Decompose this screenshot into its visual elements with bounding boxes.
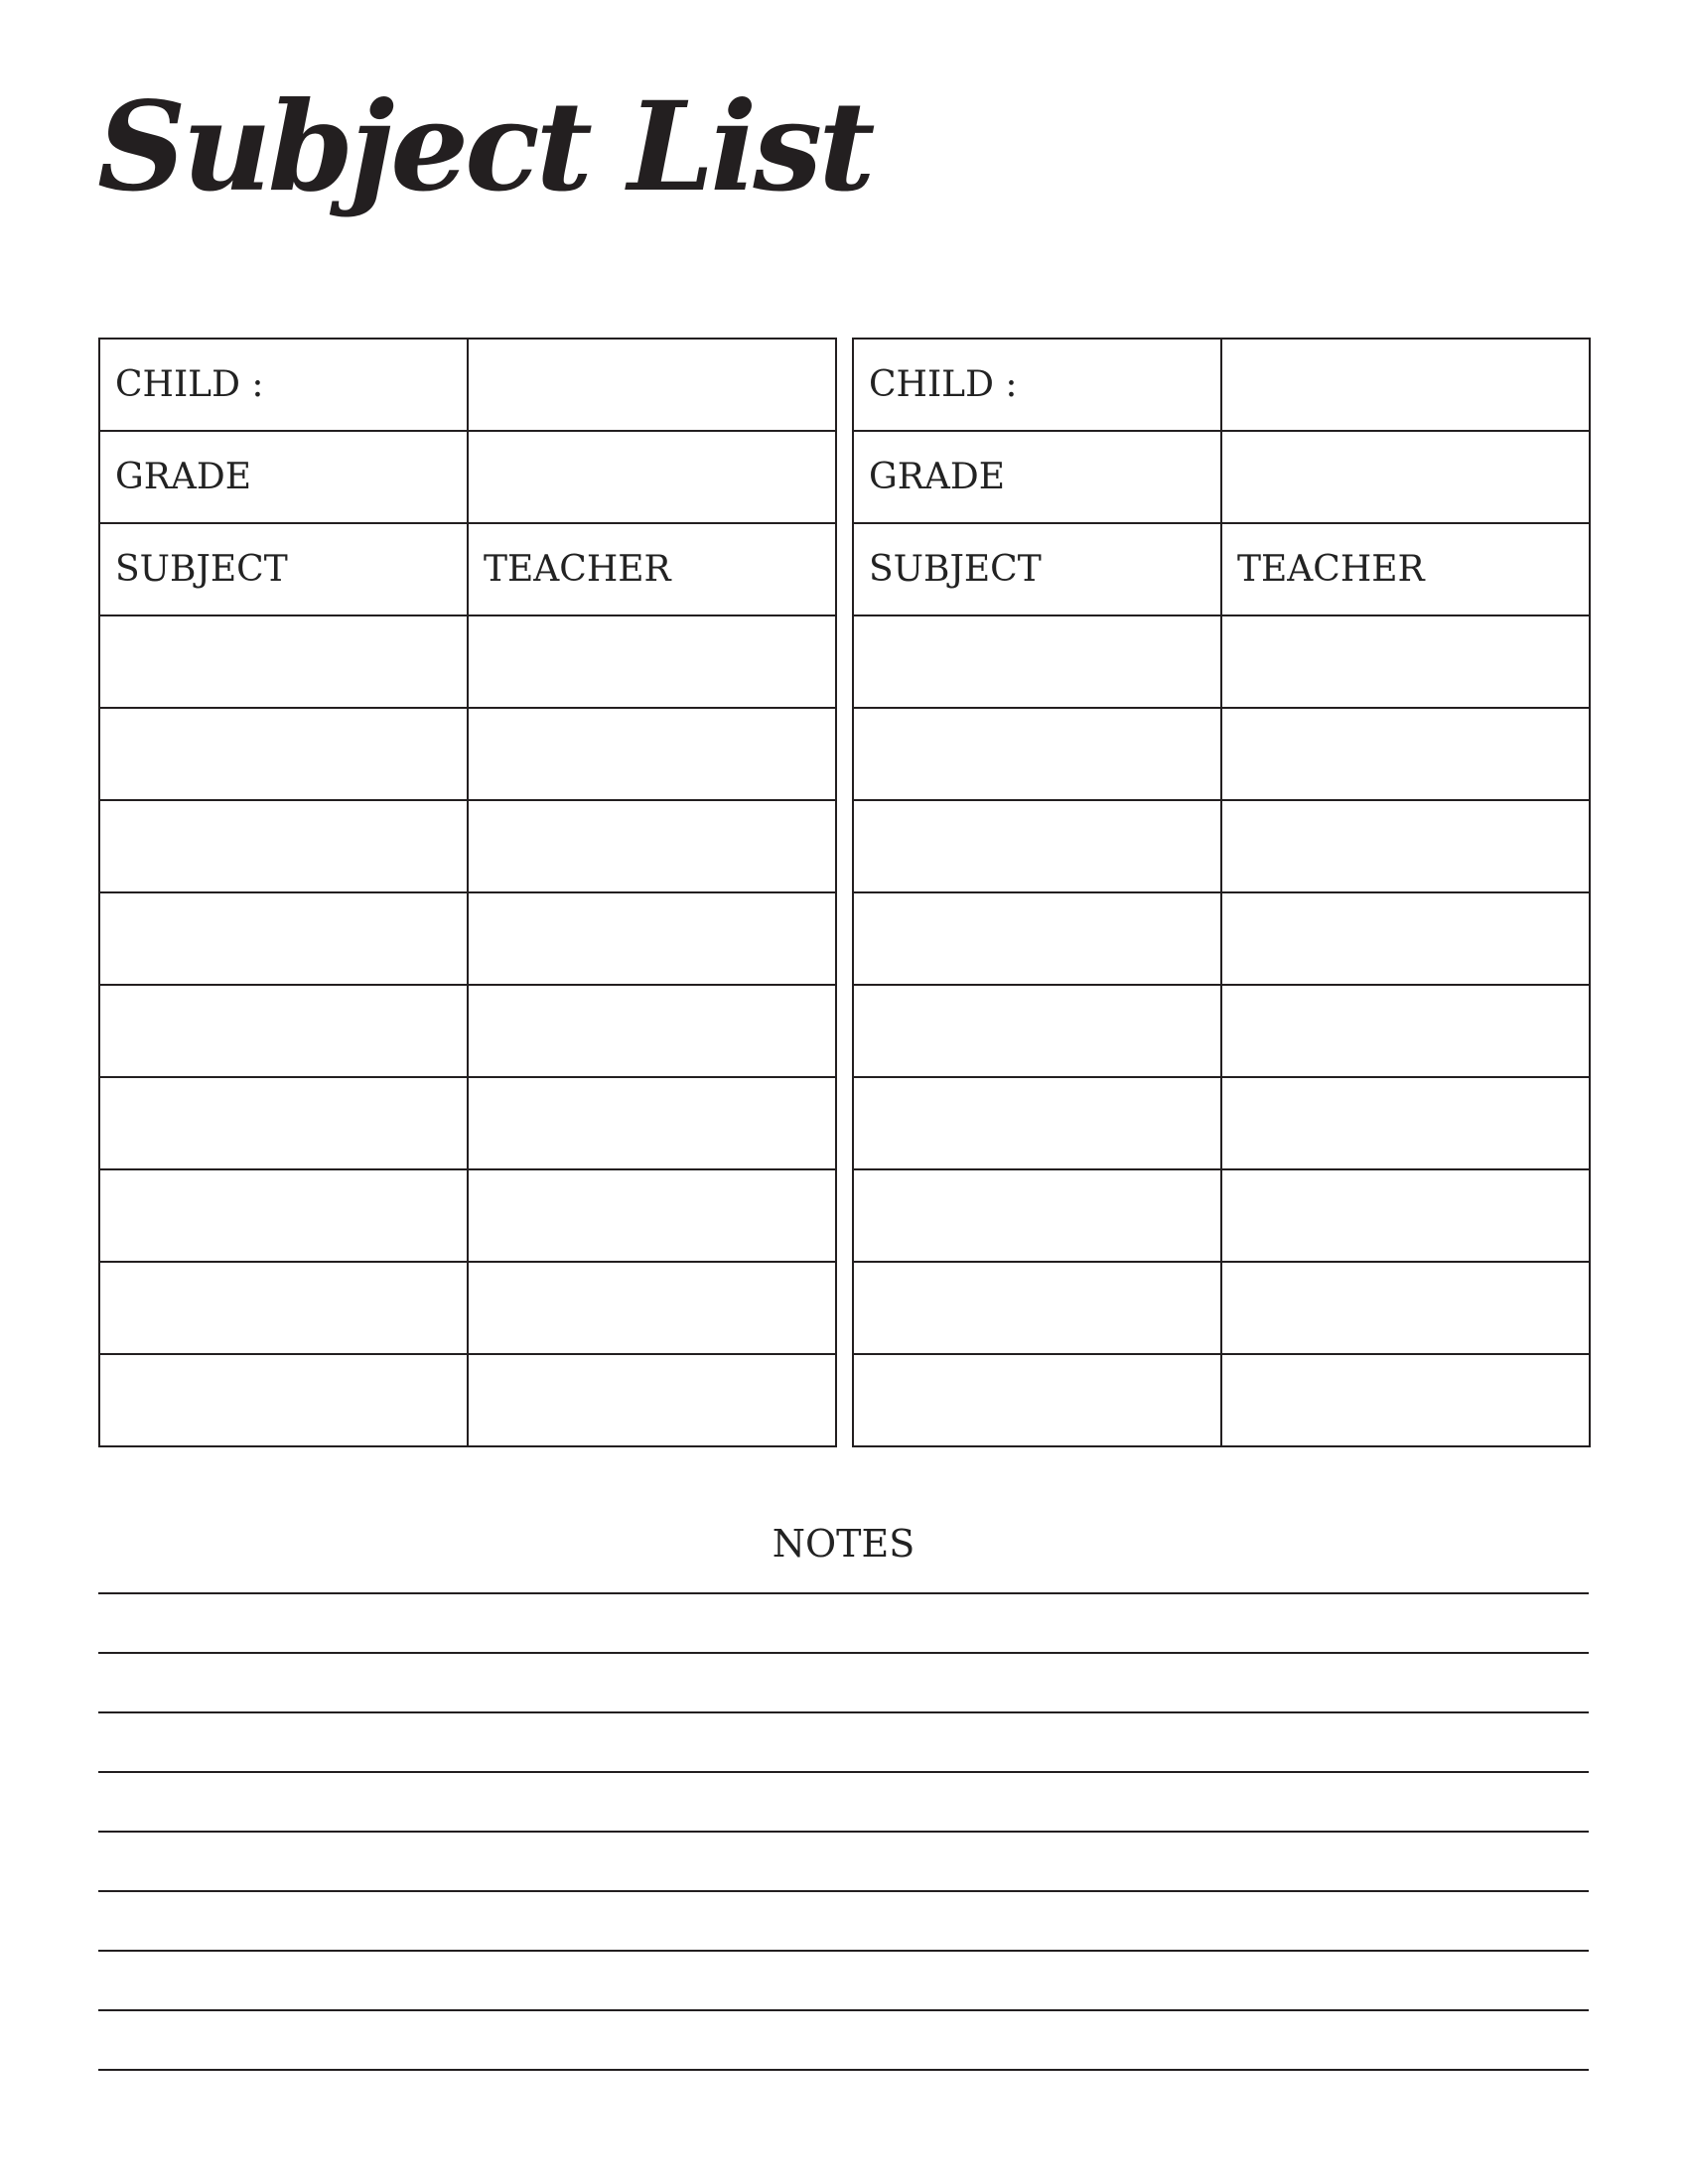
subject-header: SUBJECT [853, 523, 1221, 615]
table-row [99, 892, 836, 985]
teacher-cell[interactable] [468, 708, 836, 800]
subject-cell[interactable] [99, 1169, 468, 1262]
notes-title: NOTES [772, 1522, 915, 1566]
note-line[interactable] [98, 1592, 1589, 1594]
subject-cell[interactable] [99, 708, 468, 800]
note-line[interactable] [98, 1831, 1589, 1833]
table-row [99, 1077, 836, 1169]
subject-table-right [852, 338, 1591, 1447]
table-body [853, 339, 1590, 1446]
table-body [99, 339, 836, 1446]
teacher-cell[interactable] [1221, 1262, 1590, 1354]
grade-field[interactable] [468, 431, 836, 523]
child-name-field[interactable] [468, 339, 836, 431]
teacher-cell[interactable] [1221, 1077, 1590, 1169]
subject-cell[interactable] [99, 800, 468, 892]
table-row [853, 892, 1590, 985]
table-row [99, 1169, 836, 1262]
note-line[interactable] [98, 2069, 1589, 2071]
table-row [853, 1077, 1590, 1169]
subject-header: SUBJECT [99, 523, 468, 615]
header-row [853, 523, 1590, 615]
subject-cell[interactable] [853, 615, 1221, 708]
subject-cell[interactable] [99, 985, 468, 1077]
subject-cell[interactable] [853, 985, 1221, 1077]
subject-table-left [98, 338, 837, 1447]
table-row [99, 708, 836, 800]
note-line[interactable] [98, 1652, 1589, 1654]
subject-cell[interactable] [99, 1262, 468, 1354]
teacher-cell[interactable] [1221, 985, 1590, 1077]
note-line[interactable] [98, 1950, 1589, 1952]
subject-cell[interactable] [99, 1077, 468, 1169]
subject-cell[interactable] [853, 1077, 1221, 1169]
teacher-cell[interactable] [468, 615, 836, 708]
subject-cell[interactable] [853, 1354, 1221, 1446]
table-row [853, 708, 1590, 800]
child-row [99, 339, 836, 431]
table-row [99, 615, 836, 708]
table-row [853, 1169, 1590, 1262]
child-label: CHILD : [99, 339, 468, 431]
subject-cell[interactable] [853, 1169, 1221, 1262]
teacher-cell[interactable] [468, 1262, 836, 1354]
header-row [99, 523, 836, 615]
teacher-cell[interactable] [468, 1077, 836, 1169]
table-row [99, 1354, 836, 1446]
subject-cell[interactable] [853, 892, 1221, 985]
grade-row [853, 431, 1590, 523]
teacher-header: TEACHER [468, 523, 836, 615]
note-line[interactable] [98, 2009, 1589, 2011]
note-line[interactable] [98, 1890, 1589, 1892]
teacher-cell[interactable] [468, 892, 836, 985]
table-row [99, 985, 836, 1077]
subject-cell[interactable] [99, 892, 468, 985]
teacher-cell[interactable] [468, 985, 836, 1077]
teacher-cell[interactable] [1221, 1169, 1590, 1262]
teacher-cell[interactable] [468, 800, 836, 892]
note-line[interactable] [98, 1771, 1589, 1773]
teacher-header: TEACHER [1221, 523, 1590, 615]
subject-cell[interactable] [99, 615, 468, 708]
child-name-field[interactable] [1221, 339, 1590, 431]
table-row [853, 1354, 1590, 1446]
table-row [853, 615, 1590, 708]
grade-field[interactable] [1221, 431, 1590, 523]
subject-cell[interactable] [853, 1262, 1221, 1354]
grade-label: GRADE [99, 431, 468, 523]
subject-cell[interactable] [853, 708, 1221, 800]
child-row [853, 339, 1590, 431]
table-row [853, 985, 1590, 1077]
page-title: Subject List [97, 75, 872, 219]
table-row [99, 1262, 836, 1354]
teacher-cell[interactable] [1221, 615, 1590, 708]
note-line[interactable] [98, 1711, 1589, 1713]
teacher-cell[interactable] [1221, 892, 1590, 985]
table-row [853, 800, 1590, 892]
teacher-cell[interactable] [1221, 1354, 1590, 1446]
child-label: CHILD : [853, 339, 1221, 431]
teacher-cell[interactable] [468, 1354, 836, 1446]
grade-row [99, 431, 836, 523]
teacher-cell[interactable] [1221, 800, 1590, 892]
subject-cell[interactable] [853, 800, 1221, 892]
teacher-cell[interactable] [468, 1169, 836, 1262]
table-row [99, 800, 836, 892]
grade-label: GRADE [853, 431, 1221, 523]
subject-cell[interactable] [99, 1354, 468, 1446]
teacher-cell[interactable] [1221, 708, 1590, 800]
table-row [853, 1262, 1590, 1354]
